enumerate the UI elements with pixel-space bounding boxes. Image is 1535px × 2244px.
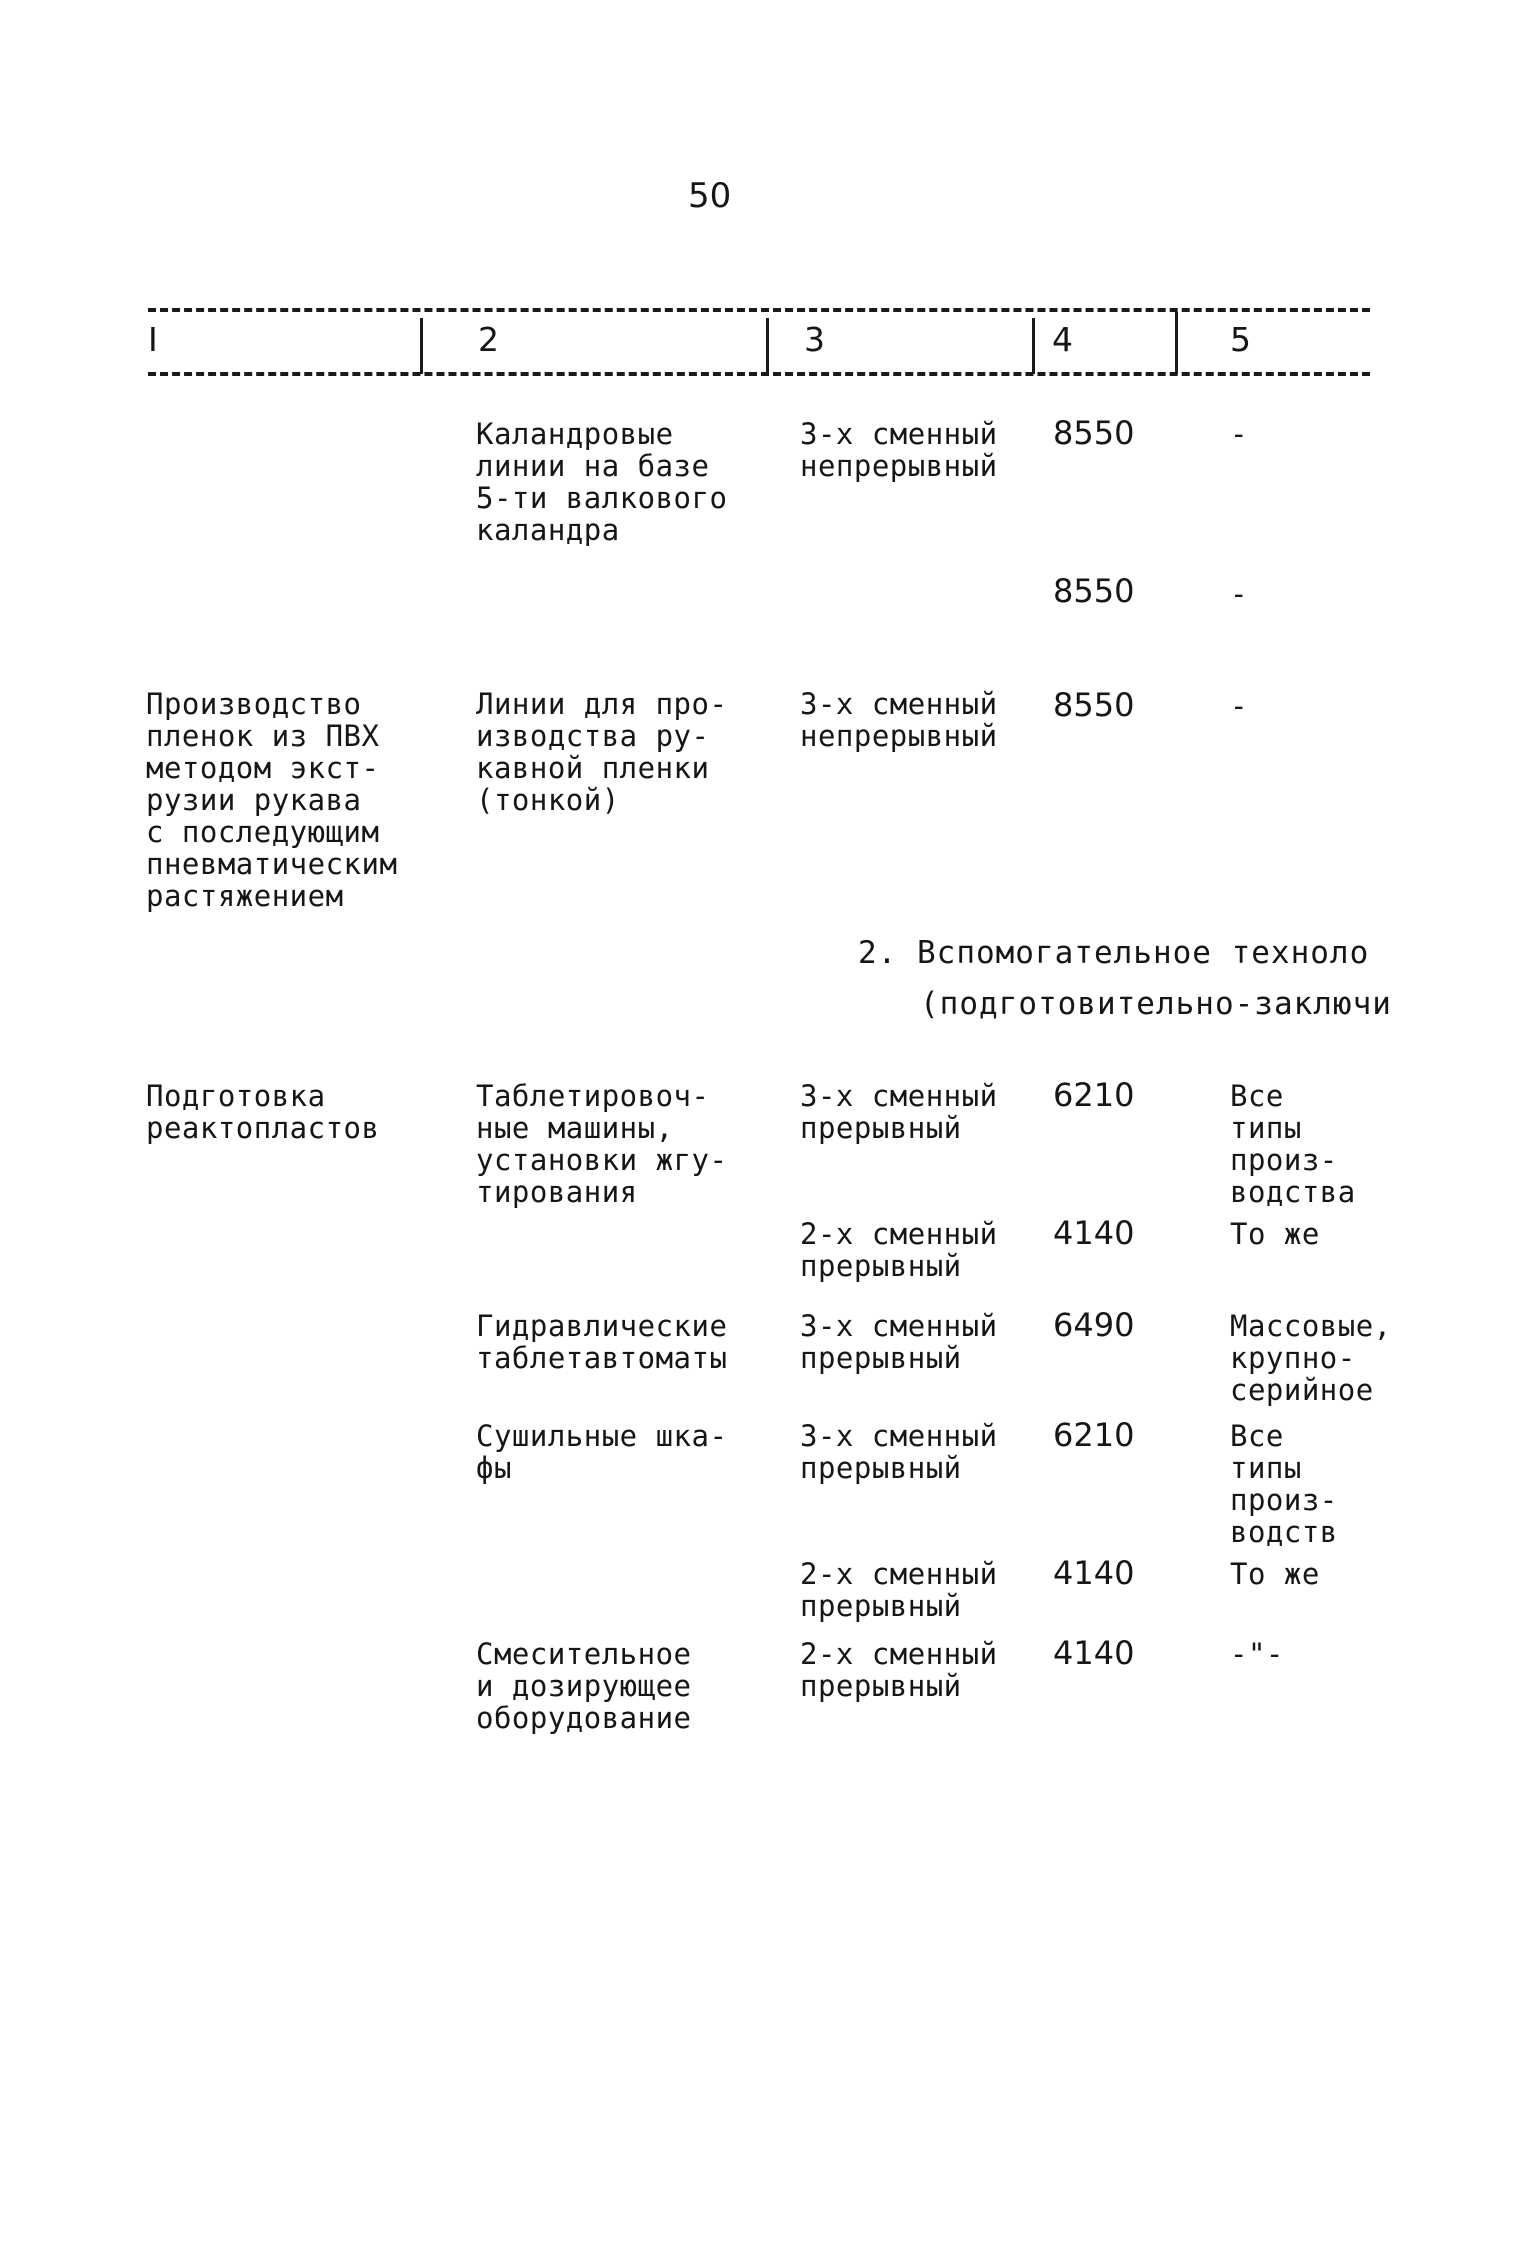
shift-mode-cell: 2-х сменный прерывный: [800, 1557, 998, 1623]
column-divider: [1032, 318, 1035, 374]
shift-mode-cell: 3-х сменный прерывный: [800, 1309, 998, 1375]
section-heading: 2. Вспомогательное техноло: [858, 935, 1370, 971]
shift-mode-cell: 3-х сменный непрерывный: [800, 687, 998, 753]
production-type-cell: -: [1230, 577, 1248, 611]
production-type-cell: -: [1230, 689, 1248, 723]
shift-mode-cell: 3-х сменный прерывный: [800, 1079, 998, 1145]
shift-mode-cell: 3-х сменный непрерывный: [800, 417, 998, 483]
hours-cell: 4140: [1053, 1554, 1135, 1592]
production-type-cell: Все типы произ- водств: [1230, 1419, 1338, 1549]
process-cell: Производство пленок из ПВХ методом экст- рузии рукава с последующим пневматическим растяжением: [146, 687, 398, 913]
equipment-cell: Каландровые линии на базе 5-ти валкового каландра: [476, 417, 728, 547]
production-type-cell: -"-: [1230, 1637, 1284, 1671]
hours-cell: 4140: [1053, 1214, 1135, 1252]
hours-cell: 6210: [1053, 1076, 1135, 1114]
hours-cell: 8550: [1053, 572, 1135, 610]
column-header-2: 2: [478, 320, 499, 359]
header-top-rule: [148, 308, 1370, 312]
page-number: 50: [688, 176, 732, 216]
hours-cell: 6210: [1053, 1416, 1135, 1454]
column-header-4: 4: [1052, 320, 1073, 359]
equipment-cell: Таблетировоч- ные машины, установки жгу- тирования: [476, 1079, 728, 1209]
production-type-cell: Массовые, крупно- серийное: [1230, 1309, 1392, 1407]
hours-cell: 8550: [1053, 686, 1135, 724]
column-divider: [1175, 312, 1178, 374]
header-bottom-rule: [148, 372, 1370, 376]
column-header-5: 5: [1230, 320, 1251, 359]
column-header-3: 3: [804, 320, 825, 359]
equipment-cell: Гидравлические таблетавтоматы: [476, 1309, 728, 1375]
column-divider: [420, 318, 423, 374]
production-type-cell: То же: [1230, 1557, 1320, 1591]
process-cell: Подготовка реактопластов: [146, 1079, 380, 1145]
shift-mode-cell: 2-х сменный прерывный: [800, 1637, 998, 1703]
equipment-cell: Линии для про- изводства ру- кавной пленки (тонкой): [476, 687, 728, 817]
section-subheading: (подготовительно-заключи: [920, 986, 1392, 1022]
hours-cell: 6490: [1053, 1306, 1135, 1344]
equipment-cell: Смесительное и дозирующее оборудование: [476, 1637, 692, 1735]
shift-mode-cell: 2-х сменный прерывный: [800, 1217, 998, 1283]
hours-cell: 8550: [1053, 414, 1135, 452]
production-type-cell: Все типы произ- водства: [1230, 1079, 1356, 1209]
column-divider: [766, 318, 769, 374]
hours-cell: 4140: [1053, 1634, 1135, 1672]
production-type-cell: -: [1230, 417, 1248, 451]
column-header-1: I: [148, 320, 158, 359]
shift-mode-cell: 3-х сменный прерывный: [800, 1419, 998, 1485]
equipment-cell: Сушильные шка- фы: [476, 1419, 728, 1485]
production-type-cell: То же: [1230, 1217, 1320, 1251]
